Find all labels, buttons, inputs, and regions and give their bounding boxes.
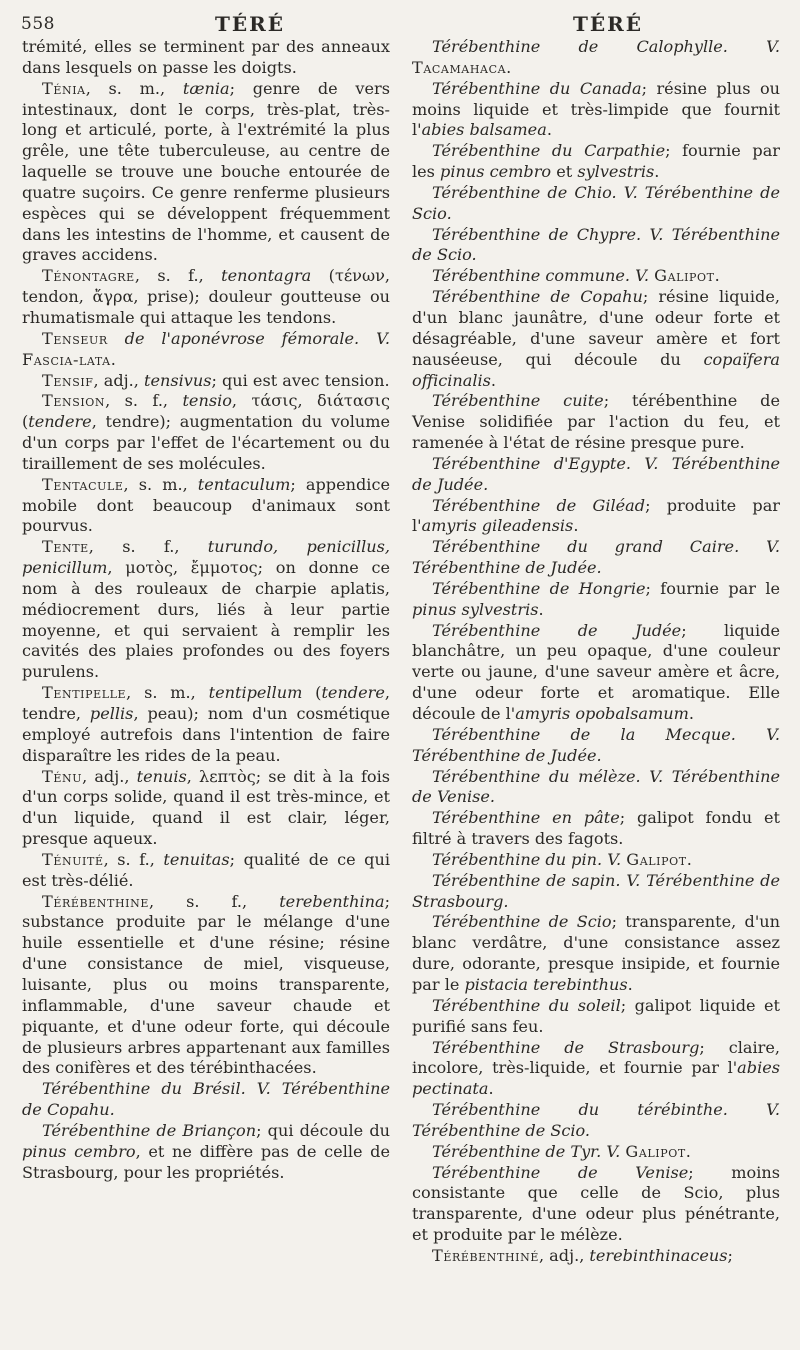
entry-text: ; galipot fondu et filtré à travers des fagots. <box>412 808 781 849</box>
entry-text: . <box>546 120 552 140</box>
entry-headword: Ténia <box>42 78 86 98</box>
dictionary-entry <box>412 850 780 871</box>
dictionary-entry <box>412 808 780 850</box>
entry-italic-text: de l'aponévrose fémorale. V. <box>124 328 390 348</box>
entry-text: , s. m., <box>85 78 183 98</box>
dictionary-entry <box>22 391 390 474</box>
entry-italic-text: pinus cembro <box>440 162 552 182</box>
entry-text: , s. f., <box>134 266 222 286</box>
dictionary-entry <box>412 496 780 538</box>
entry-text: . <box>686 849 692 869</box>
entry-headword: Galipot <box>654 266 715 286</box>
entry-text: ; liquide blanchâtre, un peu opaque, d'une couleur verte ou jaune, d'une saveur amère et âcre, d'une odeur forte et aromatique. Elle découle de l' <box>412 620 780 723</box>
entry-italic-text: Térébenthine d'Egypte. V. Térébenthine de Judée. <box>412 453 780 494</box>
entry-italic-text: Térébenthine de Giléad <box>432 495 646 515</box>
entry-text: . <box>506 57 512 77</box>
dictionary-entry <box>412 141 780 183</box>
dictionary-entry <box>412 871 780 913</box>
entry-italic-text: Térébenthine commune. V. <box>432 266 650 286</box>
entry-text: , s. m., <box>123 474 198 494</box>
entry-text: ; térébenthine de Venise solidifiée par l'action du feu, et ramenée à l'état de résine presque pure. <box>412 391 781 453</box>
entry-text: , s. f., <box>105 391 183 411</box>
entry-text: ; claire, incolore, très-liquide, et fournie par l' <box>412 1037 780 1078</box>
dictionary-entry <box>22 79 390 267</box>
entry-text: (τένων, tendon, ἄγρα, prise); douleur goutteuse ou rhumatismale qui attaque les tendons. <box>22 266 390 327</box>
entry-italic-text: Térébenthine du Brésil. V. Térébenthine de Copahu. <box>22 1079 390 1120</box>
dictionary-entry <box>412 1100 780 1142</box>
dictionary-entry <box>412 79 780 142</box>
entry-text: . <box>490 370 497 390</box>
entry-text: ; fournie par les <box>412 141 780 182</box>
entry-text: , s. f., <box>148 891 280 911</box>
entry-italic-text: Térébenthine cuite <box>432 391 604 411</box>
entry-italic-text: Térébenthine de Briançon <box>42 1120 257 1140</box>
dictionary-entry <box>412 1246 780 1267</box>
entry-italic-text: amyris gileadensis <box>421 516 574 536</box>
entry-text: , s. m., <box>126 683 209 703</box>
entry-italic-text: sylvestris <box>577 162 655 182</box>
entry-italic-text: Térébenthine de sapin. V. Térébenthine de Strasbourg. <box>412 870 780 911</box>
entry-italic-text: Térébenthine du Canada <box>432 78 642 98</box>
entry-italic-text: terebinthinaceus <box>589 1245 728 1265</box>
entry-italic-text: Térébenthine de Chypre. V. Térébenthine de Scio. <box>412 224 780 265</box>
page-header <box>0 6 800 36</box>
entry-italic-text: Térébenthine du pin. V. <box>432 849 622 869</box>
entry-text: , τάσις, διάτασις ( <box>22 391 391 432</box>
entry-italic-text: tenontagra <box>221 266 312 286</box>
entry-text: ; qui est avec tension. <box>211 370 390 390</box>
dictionary-entry <box>412 537 780 579</box>
entry-text: ; substance produite par le mélange d'une huile essentielle et d'une résine; résine d'une consistance de miel, visqueuse, luisante, plus ou moins transparente, inflammable, d'une saveur chaude et piquante, et d'une odeur forte, qui découle de plusieurs arbres appartenant aux familles des conifères et des térébinthacées. <box>22 891 390 1078</box>
entry-headword: Térébenthiné <box>432 1245 539 1265</box>
entry-text: ; transparente, d'un blanc verdâtre, d'une consistance assez dure, odorante, presque insipide, et fournie par le <box>412 912 780 994</box>
entry-italic-text: copaïfera officinalis <box>412 349 780 390</box>
entry-text: , et ne diffère pas de celle de Strasbourg, pour les propriétés. <box>22 1141 390 1182</box>
entry-italic-text: pinus sylvestris <box>412 599 539 619</box>
entry-text: ; <box>727 1245 733 1265</box>
entry-headword: Tentipelle <box>42 683 127 703</box>
entry-italic-text: Térébenthine de Strasbourg <box>432 1037 700 1057</box>
dictionary-entry <box>22 371 390 392</box>
entry-text: ; résine plus ou moins liquide et très-limpide que fournit l' <box>412 78 780 140</box>
entry-headword: Ténu <box>42 766 83 786</box>
entry-italic-text: Térébenthine de Judée <box>432 620 682 640</box>
dictionary-entry <box>22 850 390 892</box>
entry-italic-text: Térébenthine de Chio. V. Térébenthine de Scio. <box>412 182 780 223</box>
entry-text: , λεπτὸς; se dit à la fois d'un corps solide, quand il est très-mince, et d'un liquide, quand il est clair, léger, presque aqueux. <box>22 766 391 849</box>
entry-italic-text: tensio <box>182 391 232 411</box>
dictionary-entry <box>412 767 780 809</box>
running-head-right: TÉRÉ <box>573 12 643 36</box>
entry-italic-text: tenuis <box>136 766 187 786</box>
dictionary-entry <box>412 391 780 454</box>
entry-italic-text: Térébenthine de la Mecque. V. Térébenthine de Judée. <box>412 724 780 765</box>
entry-text: ; qualité de ce qui est très-délié. <box>22 849 391 890</box>
entry-text: ; genre de vers intestinaux, dont le corps, très-plat, très-long et articulé, porte, à l'extrémité la plus grêle, une tête tuberculeuse, au centre de laquelle se trouve une bouche entourée de quatre suçoirs. Ce genre renferme plusieurs espèces qui se développent fréquemment dans les intestins de l'homme, et causent de graves accidens. <box>22 78 390 265</box>
entry-headword: Galipot <box>626 849 687 869</box>
entry-text: ; produite par l' <box>412 495 780 536</box>
entry-text: , adj., <box>93 370 144 390</box>
entry-italic-text: turundo, penicillus, penicillum <box>22 537 391 578</box>
entry-text: ; galipot liquide et purifié sans feu. <box>412 995 780 1036</box>
entry-text: . <box>110 349 116 369</box>
entry-text: ; fournie par le <box>645 578 780 598</box>
dictionary-entry <box>412 621 780 725</box>
dictionary-entry <box>412 37 780 79</box>
entry-italic-text: abies pectinata <box>412 1058 780 1099</box>
entry-text: ; résine liquide, d'un blanc jaunâtre, d'une odeur forte et désagréable, d'une saveur amère et fort nauséeuse, qui découle du <box>412 287 780 369</box>
entry-headword: Tacamahaca <box>412 57 507 77</box>
entry-italic-text: pellis <box>89 704 134 723</box>
dictionary-entry <box>412 912 780 995</box>
dictionary-entry <box>22 683 390 766</box>
dictionary-entry <box>22 1121 390 1184</box>
entry-italic-text: tentaculum <box>197 474 291 494</box>
entry-italic-text: amyris opobalsamum <box>515 704 689 723</box>
entry-headword: Tenseur <box>42 328 108 348</box>
dictionary-entry <box>412 996 780 1038</box>
dictionary-entry <box>412 725 780 767</box>
running-head-left: TÉRÉ <box>215 12 285 36</box>
entry-italic-text: Térébenthine de Tyr. V. <box>432 1141 621 1161</box>
entry-italic-text: tendere <box>28 412 92 432</box>
entry-italic-text: Térébenthine de Calophylle. V. <box>432 37 780 56</box>
entry-headword: Tension <box>42 391 106 411</box>
entry-text: , s. f., <box>88 537 208 557</box>
dictionary-entry <box>412 579 780 621</box>
dictionary-entry <box>22 37 390 79</box>
dictionary-entry <box>22 475 390 538</box>
entry-text: , adj., <box>538 1245 590 1265</box>
entry-text: et <box>551 162 578 182</box>
entry-text: trémité, elles se terminent par des anneaux dans lesquels on passe les doigts. <box>22 37 390 77</box>
dictionary-entry <box>22 329 390 371</box>
entry-text: , tendre); augmentation du volume d'un corps par l'effet de l'écartement ou du tiraillement de ses molécules. <box>22 412 390 473</box>
entry-headword: Tensif <box>42 370 94 390</box>
dictionary-entry <box>22 767 390 850</box>
entry-italic-text: Térébenthine du térébinthe. V. Térébenthine de Scio. <box>412 1100 780 1140</box>
entry-headword: Tentacule <box>42 474 124 494</box>
dictionary-entry <box>22 537 390 683</box>
entry-text: ; moins consistante que celle de Scio, plus transparente, d'une odeur plus pénétrante, et produite par le mélèze. <box>412 1162 780 1245</box>
entry-italic-text: tenuitas <box>163 849 230 869</box>
entry-italic-text: Térébenthine du Carpathie <box>432 141 666 161</box>
entry-text: . <box>538 599 544 619</box>
entry-italic-text: Térébenthine de Copahu <box>432 287 643 307</box>
dictionary-entry <box>412 1038 780 1101</box>
entry-text: . <box>714 266 720 286</box>
entry-text: , peau); nom d'un cosmétique employé autrefois dans l'intention de faire disparaître les rides de la peau. <box>22 704 391 765</box>
dictionary-entry <box>22 892 390 1080</box>
entry-italic-text: tænia <box>182 78 230 98</box>
dictionary-entry <box>412 266 780 287</box>
entry-italic-text: tendere <box>321 683 385 703</box>
entry-italic-text: pistacia terebinthus <box>464 974 628 994</box>
entry-text: . <box>685 1141 691 1161</box>
entry-text: , μοτὸς, ἔμμοτος; on donne ce nom à des rouleaux de charpie aplatis, médiocrement durs, liés à leur partie moyenne, et qui servaient à remplir les cavités des plaies profondes ou des foyers purulens. <box>22 558 390 682</box>
entry-italic-text: terebenthina <box>279 891 385 911</box>
entry-text: ( <box>302 683 322 703</box>
dictionary-entry <box>412 287 780 391</box>
entry-italic-text: abies balsamea <box>421 120 547 140</box>
entry-italic-text: Térébenthine de Hongrie <box>432 578 646 598</box>
entry-italic-text: tensivus <box>143 370 212 390</box>
dictionary-entry <box>412 183 780 225</box>
entry-text <box>108 329 125 348</box>
entry-text: , adj., <box>82 766 137 786</box>
entry-text: . <box>654 162 660 182</box>
entry-text: . <box>573 516 579 536</box>
entry-italic-text: Térébenthine de Scio <box>432 912 612 932</box>
page-number: 558 <box>21 14 55 34</box>
entry-headword: Tente <box>42 537 89 557</box>
right-column <box>412 37 780 1267</box>
entry-italic-text: Térébenthine en pâte <box>432 808 620 828</box>
entry-italic-text: Térébenthine du grand Caire. V. Térébenthine de Judée. <box>412 537 780 578</box>
entry-text: ; appendice mobile dont beaucoup d'animaux sont pourvus. <box>22 474 390 536</box>
entry-headword: Térébenthine <box>42 891 149 911</box>
entry-headword: Ténuité <box>42 849 104 869</box>
entry-headword: Ténontagre <box>42 266 135 286</box>
entry-italic-text: pinus cembro <box>22 1141 136 1161</box>
dictionary-entry <box>412 1142 780 1163</box>
dictionary-entry <box>412 1163 780 1246</box>
entry-text: ; qui découle du <box>256 1120 390 1140</box>
entry-italic-text: Térébenthine du mélèze. V. Térébenthine de Venise. <box>412 766 780 807</box>
entry-italic-text: Térébenthine du soleil <box>432 995 621 1015</box>
entry-italic-text: tentipellum <box>208 683 303 703</box>
dictionary-entry <box>412 225 780 267</box>
dictionary-entry <box>22 1079 390 1121</box>
entry-text: . <box>488 1079 494 1099</box>
entry-text: . <box>627 974 633 994</box>
entry-italic-text: Térébenthine de Venise <box>432 1162 689 1182</box>
entry-headword: Galipot <box>625 1141 686 1161</box>
dictionary-entry <box>22 266 390 329</box>
entry-text: , s. f., <box>103 849 164 869</box>
entry-text: , tendre, <box>22 683 390 723</box>
dictionary-entry <box>412 454 780 496</box>
left-column <box>22 37 390 1183</box>
entry-headword: Fascia-lata <box>22 349 111 369</box>
entry-text: . <box>688 704 694 723</box>
